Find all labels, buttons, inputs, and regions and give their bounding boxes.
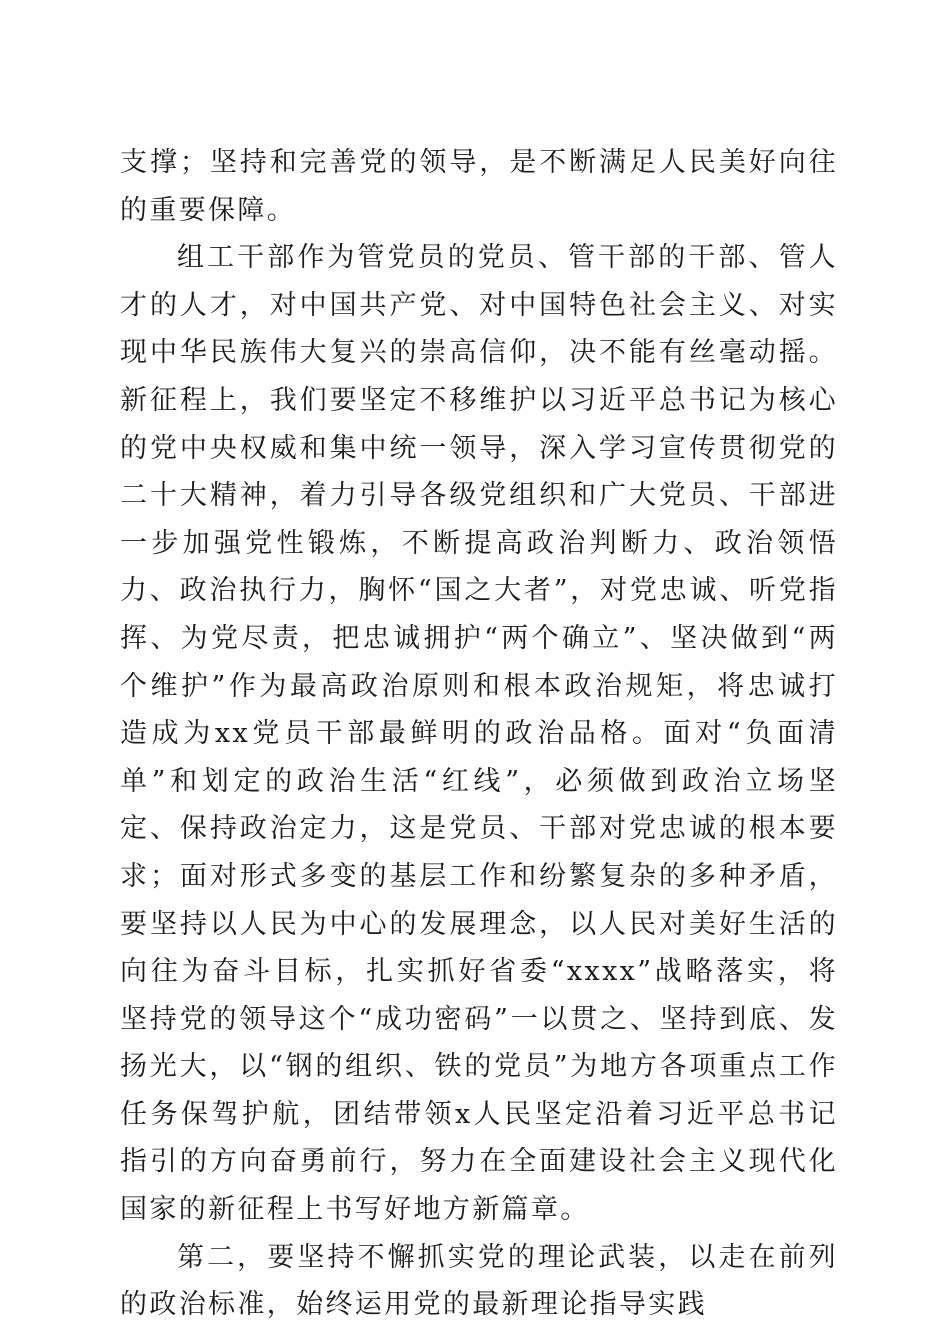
paragraph-continuation: 支撑；坚持和完善党的领导，是不断满足人民美好向往的重要保障。	[120, 147, 838, 226]
document-body	[120, 139, 838, 1329]
paragraph-main: 组工干部作为管党员的党员、管干部的干部、管人才的人才，对中国共产党、对中国特色社会主义、对实现中华民族伟大复兴的崇高信仰，决不能有丝毫动摇。新征程上，我们要坚定不移维护以习近平总书记为核心的党中央权威和集中统一领导，深入学习宣传贯彻党的二十大精神，着力引导各级党组织和广大党员、干部进一步加强党性锻炼，不断提高政治判断力、政治领悟力、政治执行力，胸怀“国之大者”，对党忠诚、听党指挥、为党尽责，把忠诚拥护“两个确立”、坚决做到“两个维护”作为最高政治原则和根本政治规矩，将忠诚打造成为xx党员干部最鲜明的政治品格。面对“负面清单”和划定的政治生活“红线”，必须做到政治立场坚定、保持政治定力，这是党员、干部对党忠诚的根本要求；面对形式多变的基层工作和纷繁复杂的多种矛盾，要坚持以人民为中心的发展理念，以人民对美好生活的向往为奋斗目标，扎实抓好省委“xxxx”战略落实，将坚持党的领导这个“成功密码”一以贯之、坚持到底、发扬光大，以“钢的组织、铁的党员”为地方各项重点工作任务保驾护航，团结带领x人民坚定沿着习近平总书记指引的方向奋勇前行，努力在全面建设社会主义现代化国家的新征程上书写好地方新篇章。	[120, 242, 838, 1226]
section-heading: 第二，要坚持不懈抓实党的理论武装，以走在前列的政治标准，始终运用党的最新理论指导实践	[120, 1241, 838, 1321]
